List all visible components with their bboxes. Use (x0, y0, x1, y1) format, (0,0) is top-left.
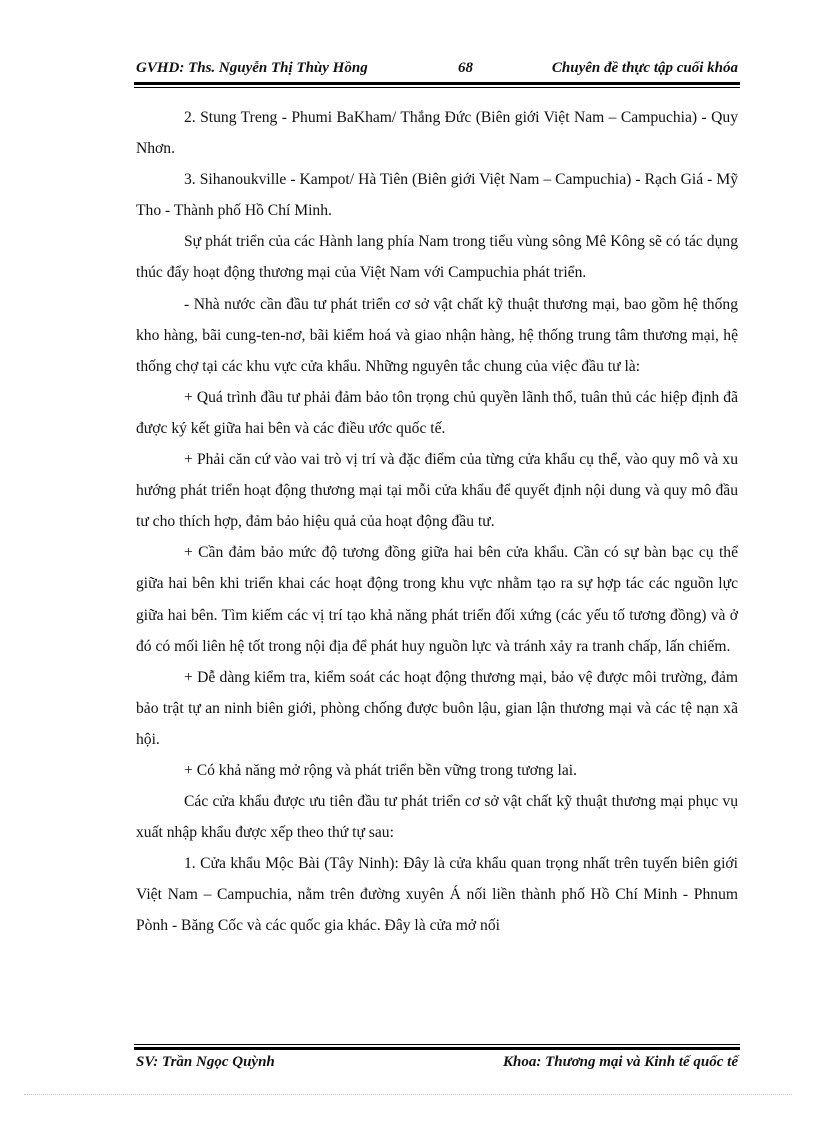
paragraph: + Quá trình đầu tư phải đảm bảo tôn trọng chủ quyền lãnh thổ, tuân thủ các hiệp định đã được ký kết giữa hai bên và các điều ước quốc tế. (136, 388, 738, 437)
document-body (136, 102, 738, 942)
paragraph: - Nhà nước cần đầu tư phát triển cơ sở vật chất kỹ thuật thương mại, bao gồm hệ thống kho hàng, bãi cung-ten-nơ, bãi kiểm hoá và giao nhận hàng, hệ thống trung tâm thương mại, hệ thống chợ tại các khu vực cửa khẩu. Những nguyên tắc chung của việc đầu tư là: (136, 295, 738, 375)
paragraph: + Dễ dàng kiểm tra, kiểm soát các hoạt động thương mại, bảo vệ được môi trường, đảm bảo trật tự an ninh biên giới, phòng chống được buôn lậu, gian lận thương mại và các tệ nạn xã hội. (136, 668, 738, 748)
page-footer (136, 1054, 738, 1074)
page-number: 68 (458, 60, 473, 76)
paragraph: 2. Stung Treng - Phumi BaKham/ Thắng Đức (Biên giới Việt Nam – Campuchia) - Quy Nhơn. (136, 109, 738, 158)
paragraph: + Phải căn cứ vào vai trò vị trí và đặc điểm của từng cửa khẩu cụ thể, vào quy mô và xu hướng phát triển hoạt động thương mại tại mỗi cửa khẩu để quyết định nội dung và quy mô đầu tư cho thích hợp, đảm bảo hiệu quả của hoạt động đầu tư. (136, 451, 738, 531)
header-document-title: Chuyên đề thực tập cuối khóa (551, 60, 738, 76)
paragraph: + Cần đảm bảo mức độ tương đồng giữa hai bên cửa khẩu. Cần có sự bàn bạc cụ thể giữa hai bên khi triển khai các hoạt động trong khu vực nhằm tạo ra sự hợp tác các nguồn lực giữa hai bên. Tìm kiếm các vị trí tạo khả năng phát triển đối xứng (các yếu tố tương đồng) và ở đó có mối liên hệ tốt trong nội địa để phát huy nguồn lực và tránh xảy ra tranh chấp, lấn chiếm. (136, 544, 738, 655)
footer-faculty: Khoa: Thương mại và Kinh tế quốc tế (503, 1054, 738, 1070)
footer-student: SV: Trần Ngọc Quỳnh (136, 1054, 275, 1070)
page-header (136, 60, 738, 80)
paragraph: 3. Sihanoukville - Kampot/ Hà Tiên (Biên giới Việt Nam – Campuchia) - Rạch Giá - Mỹ Tho - Thành phố Hồ Chí Minh. (136, 171, 738, 220)
footer-rule-thick (134, 1047, 740, 1050)
paragraph: Các cửa khẩu được ưu tiên đầu tư phát triển cơ sở vật chất kỹ thuật thương mại phục vụ xuất nhập khẩu được xếp theo thứ tự sau: (136, 793, 738, 842)
paragraph: Sự phát triển của các Hành lang phía Nam trong tiểu vùng sông Mê Kông sẽ có tác dụng thúc đẩy hoạt động thương mại của Việt Nam với Campuchia phát triển. (136, 233, 738, 282)
footer-rule-thin (134, 1044, 740, 1045)
header-supervisor: GVHD: Ths. Nguyễn Thị Thùy Hồng (136, 60, 368, 76)
header-rule-thick (134, 82, 740, 85)
paragraph: + Có khả năng mở rộng và phát triển bền vững trong tương lai. (184, 761, 577, 779)
paragraph: 1. Cửa khẩu Mộc Bài (Tây Ninh): Đây là cửa khẩu quan trọng nhất trên tuyến biên giới Việt Nam – Campuchia, nằm trên đường xuyên Á nối liền thành phố Hồ Chí Minh - Phnum Pònh - Băng Cốc và các quốc gia khác. Đây là cửa mở nối (136, 855, 738, 935)
header-rule-thin (134, 87, 740, 88)
page-bottom-dotted-line (24, 1094, 792, 1095)
